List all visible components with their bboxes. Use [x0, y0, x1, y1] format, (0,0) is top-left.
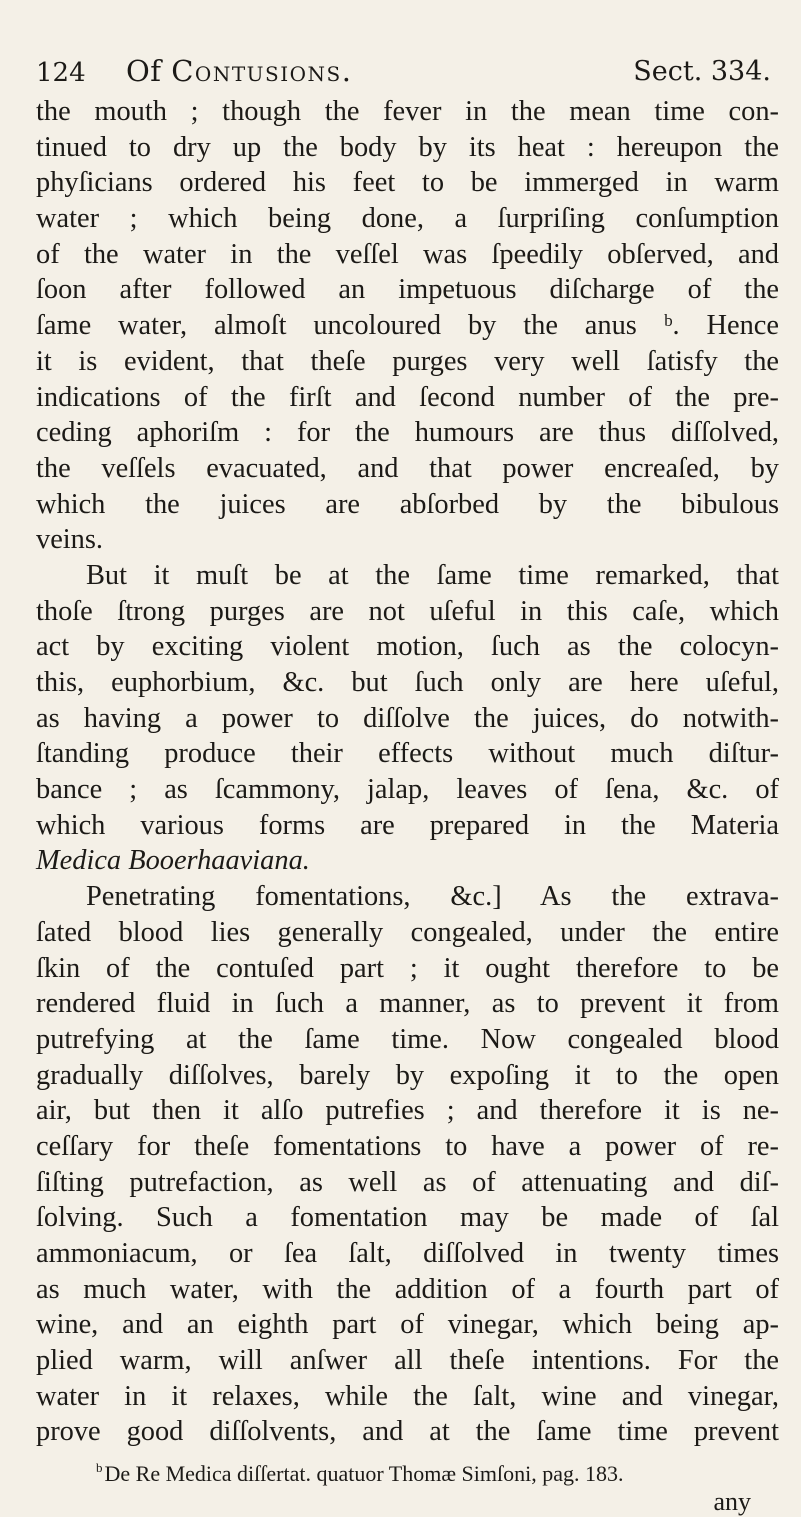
- text-line: air, but then it alſo putrefies ; and therefore it is ne-: [36, 1095, 779, 1127]
- text-line: the mouth ; though the fever in the mean time con-: [36, 96, 779, 127]
- running-head: [36, 54, 779, 94]
- running-title-prefix: Of: [126, 54, 162, 88]
- text-line: the veſſels evacuated, and that power encreaſed, by: [36, 452, 779, 484]
- text-line: wine, and an eighth part of vinegar, which being ap-: [36, 1309, 779, 1341]
- text-line: Penetrating fomentations, &c.] As the extrava-: [86, 881, 779, 913]
- running-title: [126, 54, 352, 88]
- text-line: bance ; as ſcammony, jalap, leaves of ſena, &c. of: [36, 774, 779, 806]
- text-line: putrefying at the ſame time. Now congealed blood: [36, 1023, 779, 1055]
- text-line: ammoniacum, or ſea ſalt, diſſolved in twenty times: [36, 1238, 779, 1269]
- text-line: this, euphorbium, &c. but ſuch only are here uſeful,: [36, 667, 779, 698]
- text-line: Medica Booerhaaviana.: [36, 845, 310, 877]
- text-line: as much water, with the addition of a fourth part of: [36, 1273, 779, 1305]
- text-line: But it muſt be at the ſame time remarked, that: [86, 559, 779, 591]
- text-line: rendered fluid in ſuch a manner, as to prevent it from: [36, 988, 779, 1020]
- footnote-marker: b: [96, 1460, 103, 1476]
- text-line: ſolving. Such a fomentation may be made of ſal: [36, 1202, 779, 1234]
- text-line: ſiſting putrefaction, as well as of attenuating and diſ-: [36, 1166, 779, 1198]
- text-line: water in it relaxes, while the ſalt, wine and vinegar,: [36, 1380, 779, 1412]
- text-line: thoſe ſtrong purges are not uſeful in this caſe, which: [36, 595, 779, 627]
- text-line: act by exciting violent motion, ſuch as the colocyn-: [36, 631, 779, 663]
- text-line: ſame water, almoſt uncoloured by the anus ᵇ. Hence: [36, 310, 779, 342]
- text-line: indications of the firſt and ſecond number of the pre-: [36, 381, 779, 413]
- text-line: ſkin of the contuſed part ; it ought therefore to be: [36, 952, 779, 984]
- catchword: any: [713, 1487, 751, 1517]
- text-line: ſtanding produce their effects without much diſtur-: [36, 738, 779, 770]
- text-line: water ; which being done, a ſurpriſing conſumption: [36, 203, 779, 235]
- text-line: which various forms are prepared in the Materia: [36, 809, 779, 841]
- text-line: it is evident, that theſe purges very well ſatisfy the: [36, 345, 779, 377]
- text-line: ſated blood lies generally congealed, under the entire: [36, 916, 779, 948]
- text-line: ſoon after followed an impetuous diſcharge of the: [36, 274, 779, 306]
- text-line: ceding aphoriſm : for the humours are thus diſſolved,: [36, 417, 779, 449]
- text-line: prove good diſſolvents, and at the ſame time prevent: [36, 1416, 779, 1448]
- running-title-main: Contusions.: [171, 54, 353, 88]
- text-line: plied warm, will anſwer all theſe intentions. For the: [36, 1345, 779, 1377]
- text-line: tinued to dry up the body by its heat : hereupon the: [36, 131, 779, 163]
- page-number: 124: [36, 58, 86, 88]
- section-number: Sect. 334.: [633, 56, 771, 87]
- text-line: veins.: [36, 524, 104, 556]
- text-line: which the juices are abſorbed by the bibulous: [36, 488, 779, 520]
- text-line: of the water in the veſſel was ſpeedily obſerved, and: [36, 238, 779, 270]
- footnote-text: De Re Medica diſſertat. quatuor Thomæ Simſoni, pag. 183.: [104, 1461, 624, 1487]
- text-line: as having a power to diſſolve the juices, do notwith-: [36, 702, 779, 734]
- text-line: gradually diſſolves, barely by expoſing it to the open: [36, 1059, 779, 1091]
- footnote: [36, 1453, 779, 1489]
- text-line: phyſicians ordered his feet to be immerged in warm: [36, 167, 779, 199]
- text-line: ceſſary for theſe fomentations to have a power of re-: [36, 1130, 779, 1162]
- body-text: [36, 94, 779, 1450]
